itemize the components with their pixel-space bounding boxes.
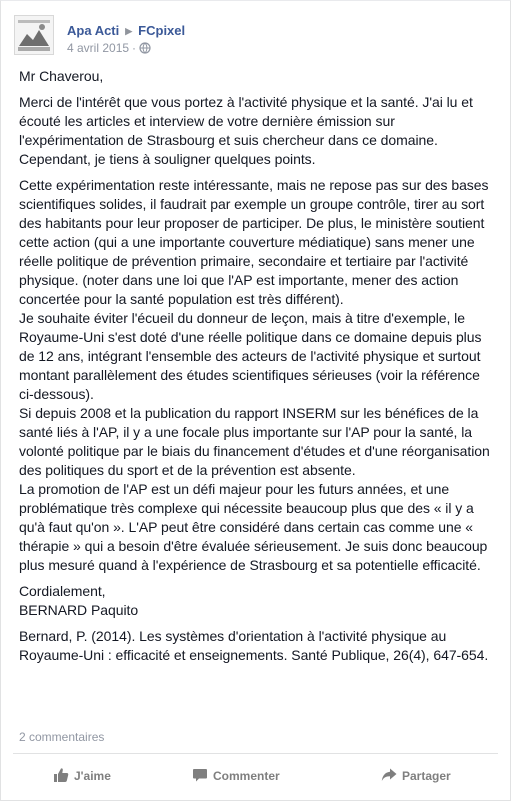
comment-button[interactable] <box>192 767 280 784</box>
share-button[interactable] <box>381 767 451 784</box>
comment-label: Commenter <box>213 769 280 783</box>
share-arrow-icon <box>381 767 397 783</box>
post-message <box>19 67 491 672</box>
message-paragraph-2: Cette expérimentation reste intéressante, mais ne repose pas sur des bases scientifiques solides, il faudrait par exemple un groupe contrôle, tirer au sort des habitants pour leur proposer de participer. De plus, le ministère soutient cette action (qui a une importante couverture médiatique) sans mener une réelle politique de prévention primaire, secondaire et tertiaire par l'activité physique. (noter dans une loi que l'AP est importante, mener des action concertée pour la santé population est très différent). <box>19 177 489 307</box>
share-label: Partager <box>402 769 451 783</box>
message-closing: Cordialement, <box>19 583 106 599</box>
page-name-link[interactable]: Apa Acti <box>67 23 120 38</box>
comments-count-link[interactable]: 2 commentaires <box>19 730 105 744</box>
target-name-link[interactable]: FCpixel <box>138 23 186 38</box>
like-button[interactable] <box>53 767 111 784</box>
post-author-line <box>67 23 185 39</box>
post-date[interactable]: 4 avril 2015 <box>67 41 130 55</box>
thumbs-up-icon <box>53 767 69 783</box>
message-paragraph-4: Si depuis 2008 et la publication du rapport INSERM sur les bénéfices de la santé liés à l'AP, il y a une focale plus importante sur l'AP pour la santé, la volonté politique par le biais du financement d'études et d'une réorganisation des politiques du sport et de la prévention est absente. <box>19 405 490 478</box>
post-actions-bar <box>1 754 510 800</box>
avatar-image <box>15 16 53 54</box>
message-greeting: Mr Chaverou, <box>19 68 104 84</box>
message-signature: BERNARD Paquito <box>19 602 139 618</box>
speech-bubble-icon <box>192 767 208 783</box>
message-paragraph-1: Merci de l'intérêt que vous portez à l'activité physique et la santé. J'ai lu et écouté les articles et interview de votre dernière émission sur l'expérimentation de Strasbourg et suis chercheur dans ce domaine. Cependant, je tiens à souligner quelques points. <box>19 94 473 167</box>
post-header <box>1 1 510 63</box>
message-paragraph-3: Je souhaite éviter l'écueil du donneur de leçon, mais à titre d'exemple, le Royaume-Uni s'est doté d'une réelle politique dans ce domaine depuis plus de 12 ans, intégrant l'ensemble des acteurs de l'activité physique et surtout montant parallèlement des études scientifiques sérieuses (voir la référence ci-dessous). <box>19 310 482 402</box>
meta-separator: · <box>132 41 137 55</box>
message-paragraph-5: La promotion de l'AP est un défi majeur pour les futurs années, et une problématique très complexe qui nécessite beaucoup plus que des « il y a qu'à faut qu'on ». L'AP peut être considéré dans certain cas comme une « thérapie » qui a besoin d'être évaluée sérieusement. Je suis donc beaucoup plus mesuré quand à l'expérience de Strasbourg et sa potentielle efficacité. <box>19 481 488 573</box>
message-reference: Bernard, P. (2014). Les systèmes d'orientation à l'activité physique au Royaume-Uni : efficacité et enseignements. Santé Publique, 26(4), 647-654. <box>19 628 489 663</box>
right-triangle-icon: ▶ <box>125 26 133 36</box>
page-avatar[interactable] <box>14 15 54 55</box>
post-meta <box>67 41 151 57</box>
like-label: J'aime <box>74 769 111 783</box>
globe-icon[interactable] <box>139 42 151 57</box>
